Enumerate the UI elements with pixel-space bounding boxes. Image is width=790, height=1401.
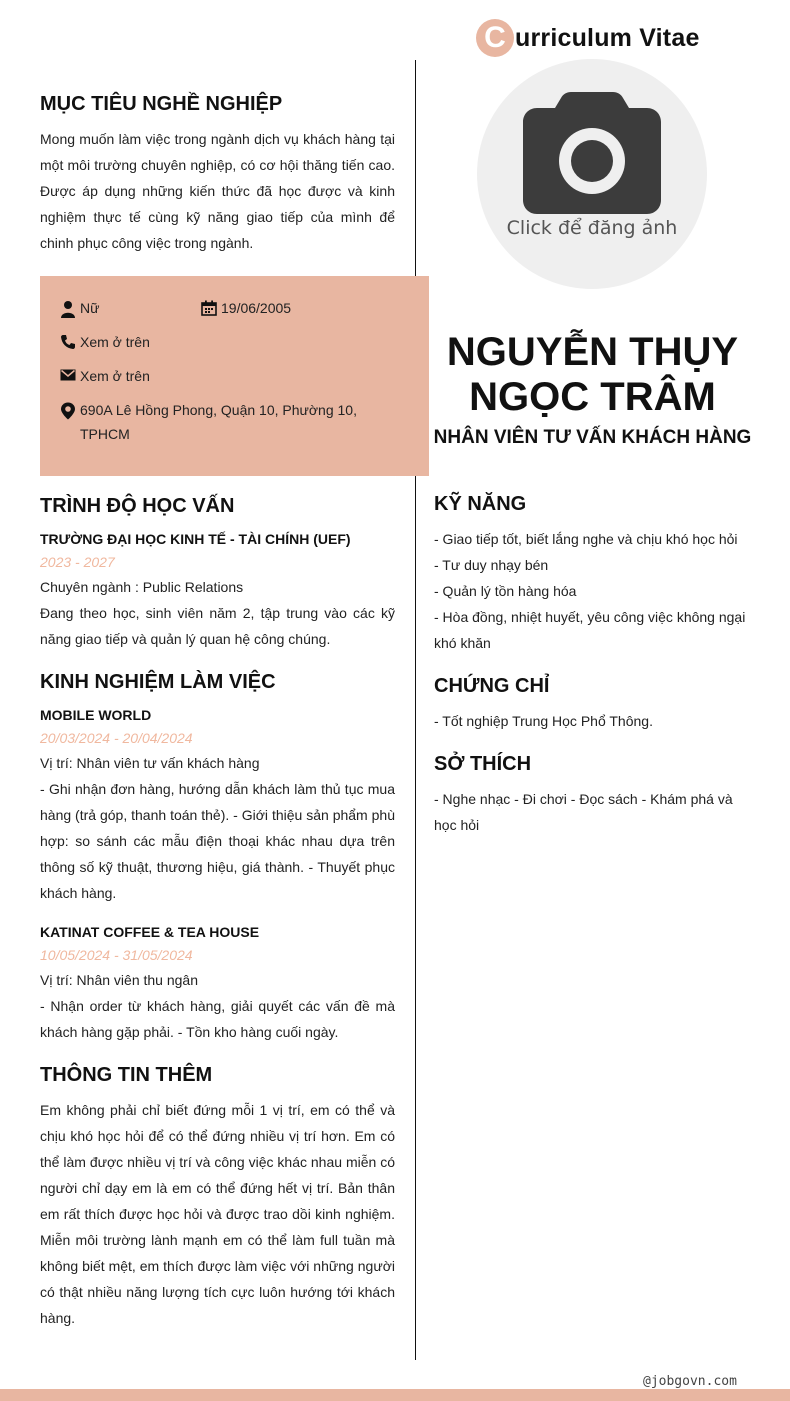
photo-upload-label: Click để đăng ảnh bbox=[506, 217, 678, 239]
hobbies-title: SỞ THÍCH bbox=[434, 753, 532, 775]
mail-icon bbox=[60, 368, 76, 382]
footer-accent-bar bbox=[0, 1389, 790, 1401]
experience-title: KINH NGHIỆM LÀM VIỆC bbox=[40, 671, 276, 693]
skill-item: - Tư duy nhạy bén bbox=[434, 557, 549, 573]
certificate-item: - Tốt nghiệp Trung Học Phổ Thông. bbox=[434, 713, 653, 729]
candidate-name bbox=[430, 330, 755, 420]
camera-icon bbox=[523, 92, 661, 214]
gender-value: Nữ bbox=[80, 300, 100, 316]
birthday-row bbox=[201, 296, 291, 320]
email-row bbox=[60, 364, 150, 388]
certificates-title: CHỨNG CHỈ bbox=[434, 675, 550, 697]
personal-info-box bbox=[40, 276, 429, 476]
candidate-role: NHÂN VIÊN TƯ VẤN KHÁCH HÀNG bbox=[433, 427, 752, 448]
education-description: Đang theo học, sinh viên năm 2, tập trung vào các kỹ năng giao tiếp và quản lý quan hệ công chúng. bbox=[40, 605, 395, 647]
job-description: - Nhận order từ khách hàng, giải quyết các vấn đề mà khách hàng gặp phải. - Tồn kho hàng cuối ngày. bbox=[40, 998, 395, 1040]
photo-upload[interactable] bbox=[477, 59, 707, 289]
phone-row bbox=[60, 330, 150, 354]
skills-title: KỸ NĂNG bbox=[434, 493, 527, 515]
skill-item: - Quản lý tồn hàng hóa bbox=[434, 583, 577, 599]
job-period: 20/03/2024 - 20/04/2024 bbox=[40, 730, 193, 746]
skill-item: - Giao tiếp tốt, biết lắng nghe và chịu khó học hỏi bbox=[434, 531, 738, 547]
objective-text: Mong muốn làm việc trong ngành dịch vụ khách hàng tại một môi trường chuyên nghiệp, có cơ hội thăng tiến cao. Được áp dụng những kiến thức đã học được và kinh nghiệm thực tế cùng kỹ năng giao tiếp của mình để chinh phục công việc trong ngành. bbox=[40, 131, 395, 251]
job-description: - Ghi nhận đơn hàng, hướng dẫn khách làm thủ tục mua hàng (trả góp, thanh toán thẻ). - Giới thiệu sản phẩm phù hợp: so sánh các mẫu điện thoại khác nhau dựa trên thông số kỹ thuật, thương hiệu, giá thành. - Thuyết phục khách hàng. bbox=[40, 781, 395, 901]
education-period: 2023 - 2027 bbox=[40, 554, 115, 570]
extra-info-title: THÔNG TIN THÊM bbox=[40, 1064, 213, 1086]
calendar-icon bbox=[201, 300, 217, 316]
cv-logo bbox=[476, 16, 700, 60]
logo-letter: C bbox=[476, 19, 514, 57]
job-period: 10/05/2024 - 31/05/2024 bbox=[40, 947, 193, 963]
job-company: KATINAT COFFEE & TEA HOUSE bbox=[40, 924, 260, 940]
education-school: TRƯỜNG ĐẠI HỌC KINH TẾ - TÀI CHÍNH (UEF) bbox=[40, 531, 351, 547]
job-company: MOBILE WORLD bbox=[40, 707, 152, 723]
column-divider bbox=[415, 60, 416, 1360]
footer-credit: @jobgovn.com bbox=[643, 1374, 737, 1389]
logo-text: urriculum Vitae bbox=[515, 23, 700, 52]
phone-value: Xem ở trên bbox=[80, 334, 150, 350]
job-position: Vị trí: Nhân viên thu ngân bbox=[40, 972, 198, 988]
gender-row bbox=[60, 296, 99, 320]
user-icon bbox=[60, 300, 76, 318]
hobbies-text: - Nghe nhạc - Đi chơi - Đọc sách - Khám phá và học hỏi bbox=[434, 791, 733, 833]
job-position: Vị trí: Nhân viên tư vấn khách hàng bbox=[40, 755, 260, 771]
name-line-1: NGUYỄN THỤY bbox=[446, 330, 739, 374]
birthday-value: 19/06/2005 bbox=[221, 300, 292, 316]
objective-title: MỤC TIÊU NGHỀ NGHIỆP bbox=[40, 93, 283, 115]
education-title: TRÌNH ĐỘ HỌC VẤN bbox=[40, 495, 235, 517]
name-line-2: NGỌC TRÂM bbox=[469, 375, 716, 419]
phone-icon bbox=[60, 334, 76, 350]
address-value: 690A Lê Hồng Phong, Quận 10, Phường 10, TPHCM bbox=[80, 402, 357, 442]
extra-info-text: Em không phải chỉ biết đứng mỗi 1 vị trí, em có thể và chịu khó học hỏi để có thể đứng nhiều vị trí hơn. Em có thể làm được nhiều vị trí và công việc khác nhau miễn có người chỉ dạy em là em có thể đứng hết vị trí. Bản thân em rất thích được học hỏi và được trao dồi kinh nghiệm. Miễn môi trường lành mạnh em có thể làm full tuần mà không biết mệt, em thích được làm việc với những người có thật nhiều năng lượng tích cực luôn hướng tới khách hàng. bbox=[40, 1102, 395, 1326]
location-pin-icon bbox=[60, 402, 76, 420]
address-row bbox=[60, 398, 370, 446]
skill-item: - Hòa đồng, nhiệt huyết, yêu công việc không ngại khó khăn bbox=[434, 609, 746, 651]
email-value: Xem ở trên bbox=[80, 368, 150, 384]
education-major: Chuyên ngành : Public Relations bbox=[40, 579, 244, 595]
